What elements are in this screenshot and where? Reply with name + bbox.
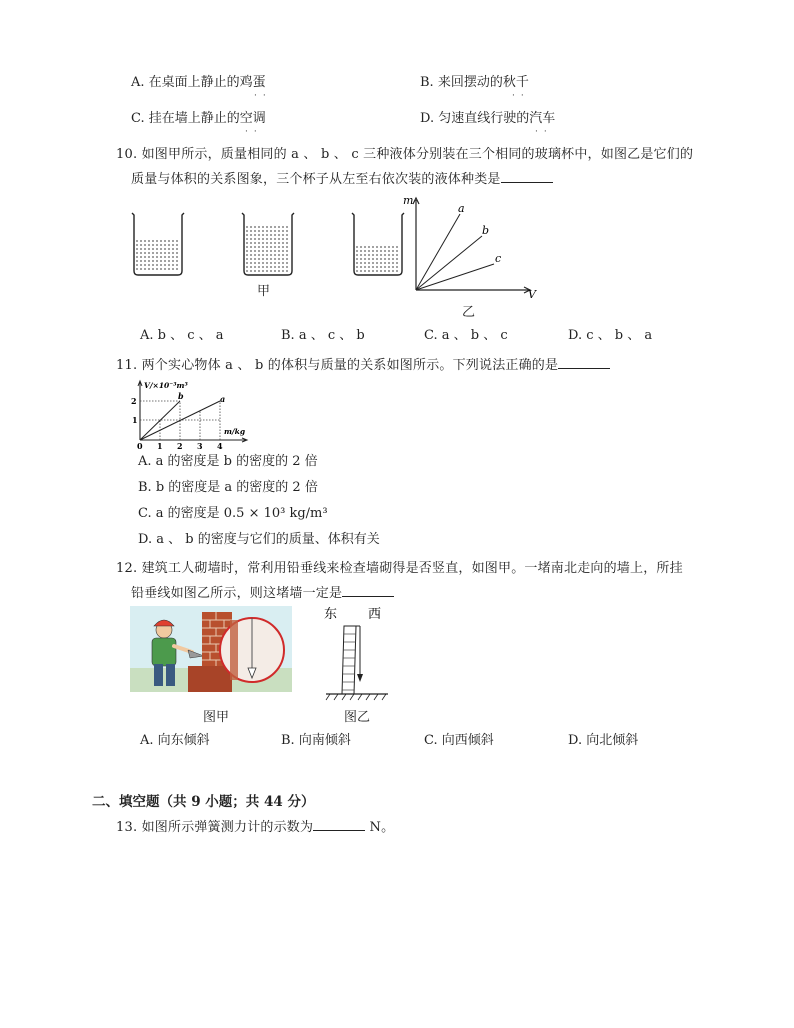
- q12-option-d[interactable]: D. 向北倾斜: [568, 733, 639, 748]
- q10-stem-line1: 10. 如图甲所示，质量相同的 a 、 b 、 c 三种液体分别装在三个相同的玻璃杯中，如图乙是它们的: [116, 147, 694, 162]
- line-c: [416, 264, 494, 290]
- q11-option-b[interactable]: B. b 的密度是 a 的密度的 2 倍: [138, 480, 318, 495]
- q11-stem-text: 11. 两个实心物体 a 、 b 的体积与质量的关系如图所示。下列说法正确的是: [116, 358, 559, 373]
- beaker-left: [132, 213, 184, 275]
- q9-option-b[interactable]: B. 来回摆动的秋千: [420, 75, 529, 90]
- line-b: [140, 401, 180, 440]
- beaker-middle: [242, 213, 294, 275]
- y-axis-label: V/×10⁻³m³: [144, 381, 188, 390]
- west-label: 西: [368, 607, 382, 622]
- q13-unit: N。: [365, 820, 395, 835]
- line-c-label: c: [495, 252, 502, 265]
- emphasis-dots: ··: [535, 127, 553, 137]
- line-a-label: a: [458, 202, 465, 215]
- line-b-label: b: [482, 224, 490, 237]
- axis-v-label: V: [528, 288, 536, 298]
- q10-option-c[interactable]: C. a 、 b 、 c: [424, 328, 508, 343]
- q11-stem: [116, 356, 610, 375]
- q13-stem: [116, 818, 394, 837]
- q10-answer-blank[interactable]: [501, 170, 553, 183]
- q11-answer-blank[interactable]: [558, 356, 610, 369]
- q10-fig-yi-caption: 乙: [462, 305, 476, 320]
- x-tick-1: 1: [157, 441, 163, 451]
- beaker-right: [352, 213, 404, 275]
- x-tick-2: 2: [177, 441, 183, 451]
- q11-option-d[interactable]: D. a 、 b 的密度与它们的质量、体积有关: [138, 532, 380, 547]
- q12-wall-diagram: [318, 604, 394, 702]
- q9-option-c[interactable]: C. 挂在墙上静止的空调: [131, 111, 266, 126]
- q11-option-c[interactable]: C. a 的密度是 0.5 × 10³ kg/m³: [138, 506, 328, 521]
- x-tick-0: 0: [137, 441, 143, 451]
- q12-fig-yi-caption: 图乙: [344, 710, 371, 725]
- emphasis-dots: ··: [512, 91, 530, 101]
- axis-m-label: m: [403, 194, 414, 207]
- q10-option-b[interactable]: B. a 、 c 、 b: [281, 328, 365, 343]
- q11-option-a[interactable]: A. a 的密度是 b 的密度的 2 倍: [138, 454, 318, 469]
- q12-answer-blank[interactable]: [342, 584, 394, 597]
- q10-mv-graph: [398, 190, 548, 298]
- line-b: [416, 236, 482, 290]
- emphasis-dots: ··: [245, 127, 263, 137]
- q12-stem-line2-text: 铅垂线如图乙所示，则这堵墙一定是: [131, 586, 343, 601]
- x-tick-4: 4: [217, 441, 223, 451]
- q10-fig-jia-caption: 甲: [257, 284, 271, 299]
- emphasis-dots: ··: [254, 91, 272, 101]
- q11-vm-graph: [128, 378, 254, 452]
- x-tick-3: 3: [197, 441, 203, 451]
- line-a: [416, 214, 460, 290]
- line-b-label: b: [178, 391, 184, 401]
- q9-option-a[interactable]: A. 在桌面上静止的鸡蛋: [131, 75, 266, 90]
- q12-fig-jia-caption: 图甲: [203, 710, 230, 725]
- section-heading: 二、填空题（共 9 小题；共 44 分）: [92, 794, 315, 810]
- y-tick-1: 1: [132, 415, 138, 425]
- q12-option-a[interactable]: A. 向东倾斜: [140, 733, 210, 748]
- q13-stem-text: 13. 如图所示弹簧测力计的示数为: [116, 820, 314, 835]
- q10-option-a[interactable]: A. b 、 c 、 a: [140, 328, 224, 343]
- line-a-label: a: [220, 394, 226, 404]
- q13-answer-blank[interactable]: [313, 818, 365, 831]
- q10-stem-line2-text: 质量与体积的关系图象，三个杯子从左至右依次装的液体种类是: [131, 172, 501, 187]
- q10-stem-line2: [131, 170, 553, 189]
- y-tick-2: 2: [131, 396, 137, 406]
- q10-option-d[interactable]: D. c 、 b 、 a: [568, 328, 653, 343]
- q12-option-b[interactable]: B. 向南倾斜: [281, 733, 351, 748]
- q12-worker-illustration: [130, 606, 292, 692]
- q12-stem-line2: [131, 584, 394, 603]
- q9-option-d[interactable]: D. 匀速直线行驶的汽车: [420, 111, 556, 126]
- q12-stem-line1: 12. 建筑工人砌墙时，常利用铅垂线来检查墙砌得是否竖直，如图甲。一堵南北走向的墙上，所挂: [116, 561, 683, 576]
- x-axis-label: m/kg: [224, 427, 246, 436]
- east-label: 东: [324, 607, 338, 622]
- q12-option-c[interactable]: C. 向西倾斜: [424, 733, 494, 748]
